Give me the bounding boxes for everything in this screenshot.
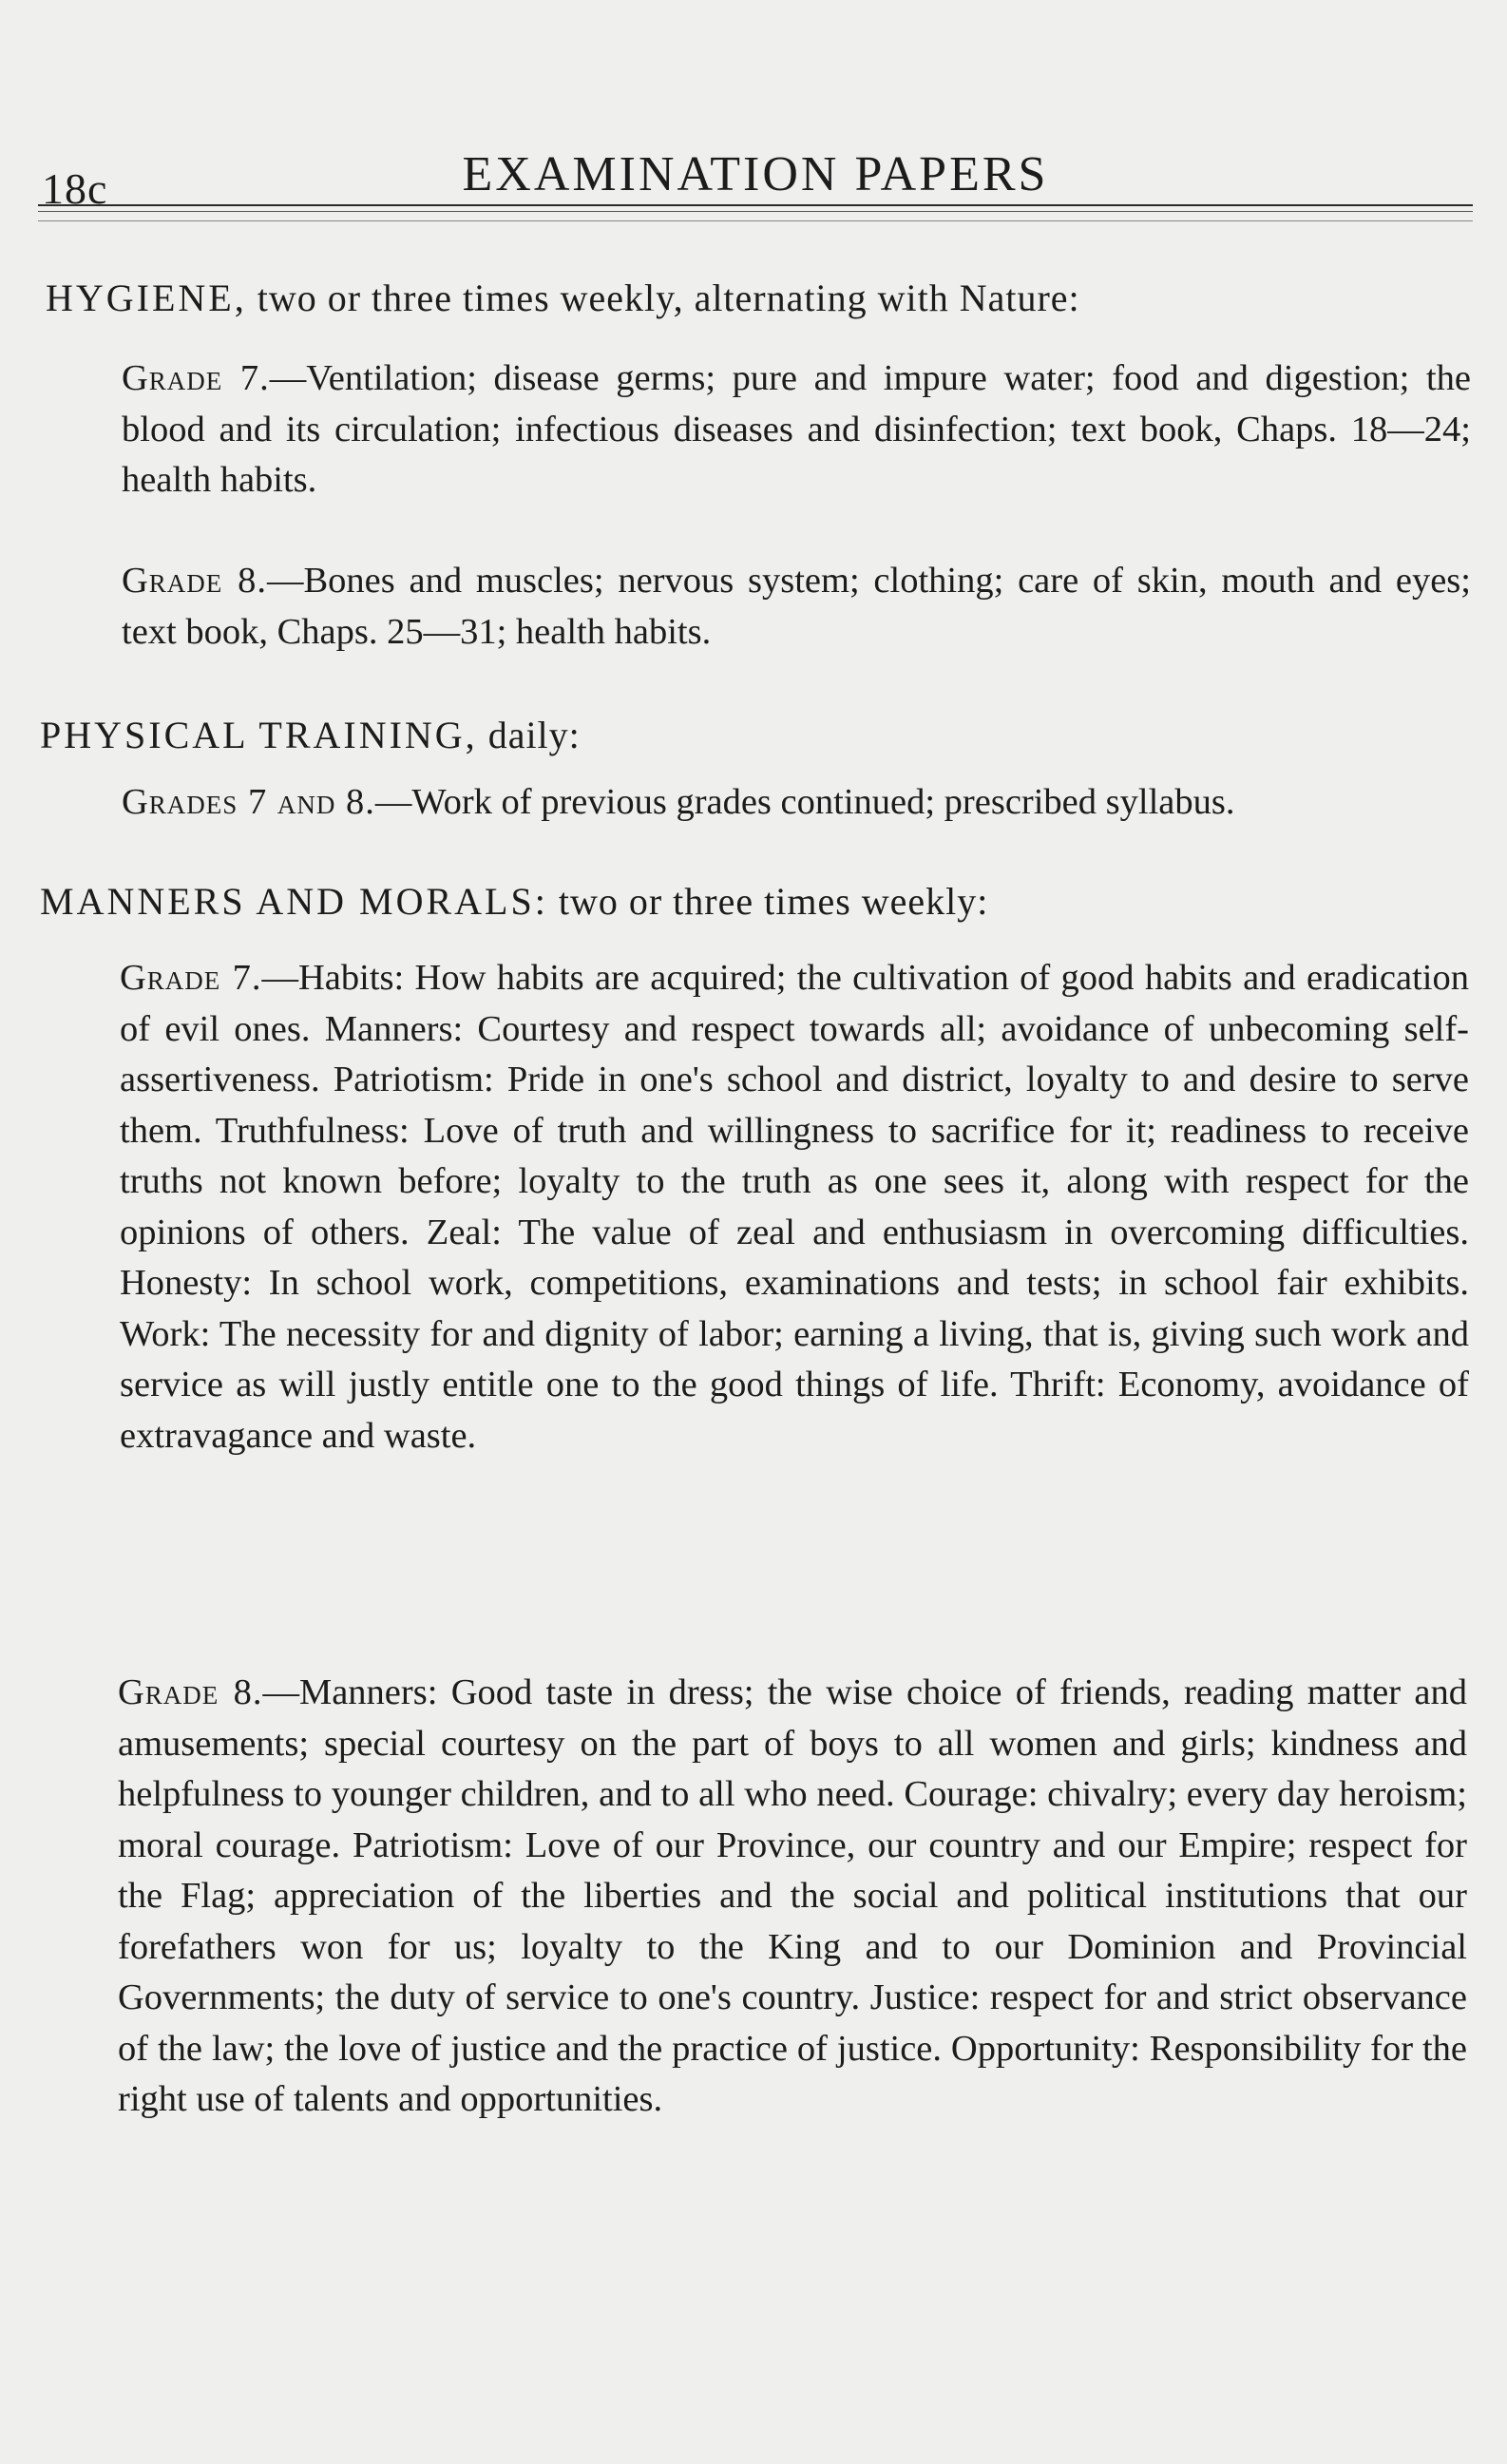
header-rule [38, 220, 1473, 221]
grade-paragraph-manners-7 [120, 953, 1469, 1461]
section-heading-title: MANNERS AND MORALS: [40, 880, 548, 923]
running-title: EXAMINATION PAPERS [462, 147, 1049, 201]
page-number: 18c [42, 164, 108, 213]
grade-paragraph-hygiene-8 [122, 556, 1471, 658]
grade-text: —Manners: Good taste in dress; the wise choice of friends, reading matter and amusements; special courtesy on the part of boys to all women and girls; kindness and helpfulness to younger children, and to all who need. Courage: chivalry; every day heroism; moral courage. Patriotism: Love of our Province, our country and our Empire; respect for the Flag; appreciation of the liberties and the social and political institutions that our forefathers won for us; loyalty to the King and to our Dominion and Provincial Governments; the duty of service to one's country. Justice: respect for and strict observance of the law; the love of justice and the practice of justice. Opportunity: Responsibility for the right use of talents and opportunities. [118, 1672, 1467, 2119]
grade-label: Grade 7. [122, 358, 270, 398]
grade-label: Grade 8. [118, 1672, 263, 1712]
grade-text: —Ventilation; disease germs; pure and impure water; food and digestion; the blood and its circulation; infectious diseases and disinfection; text book, Chaps. 18—24; health habits. [122, 358, 1471, 500]
grade-text: —Work of previous grades continued; prescribed syllabus. [374, 782, 1235, 822]
grade-label: Grade 8. [122, 561, 267, 601]
grade-label: Grade 7. [120, 958, 262, 998]
section-heading-subtitle: two or three times weekly, alternating with Nature: [246, 277, 1080, 319]
section-heading-title: HYGIENE, [46, 277, 247, 319]
section-heading-physical-training [40, 713, 581, 757]
section-heading-hygiene [46, 276, 1080, 320]
grade-text: —Bones and muscles; nervous system; clothing; care of skin, mouth and eyes; text book, Chaps. 25—31; health habits. [122, 561, 1471, 652]
section-heading-title: PHYSICAL TRAINING, [40, 714, 478, 756]
header-rule [38, 211, 1473, 212]
grade-text: —Habits: How habits are acquired; the cultivation of good habits and eradication of evil ones. Manners: Courtesy and respect towards all; avoidance of unbecoming self-assertiveness. Patriotism: Pride in one's school and district, loyalty to and desire to serve them. Truthfulness: Love of truth and willingness to sacrifice for it; readiness to receive truths not known before; loyalty to the truth as one sees it, along with respect for the opinions of others. Zeal: The value of zeal and enthusiasm in overcoming difficulties. Honesty: In school work, competitions, examinations and tests; in school fair exhibits. Work: The necessity for and dignity of labor; earning a living, that is, giving such work and service as will justly entitle one to the good things of life. Thrift: Economy, avoidance of extravagance and waste. [120, 958, 1469, 1456]
section-heading-manners-and-morals [40, 879, 988, 924]
grade-paragraph-manners-8 [118, 1668, 1467, 2126]
grade-label: Grades 7 and 8. [122, 782, 375, 822]
header-rule [38, 204, 1473, 206]
section-heading-subtitle: daily: [477, 714, 581, 756]
grade-paragraph-physical-training [122, 777, 1471, 829]
page-header [38, 143, 1473, 213]
grade-paragraph-hygiene-7 [122, 353, 1471, 506]
section-heading-subtitle: two or three times weekly: [547, 880, 989, 923]
